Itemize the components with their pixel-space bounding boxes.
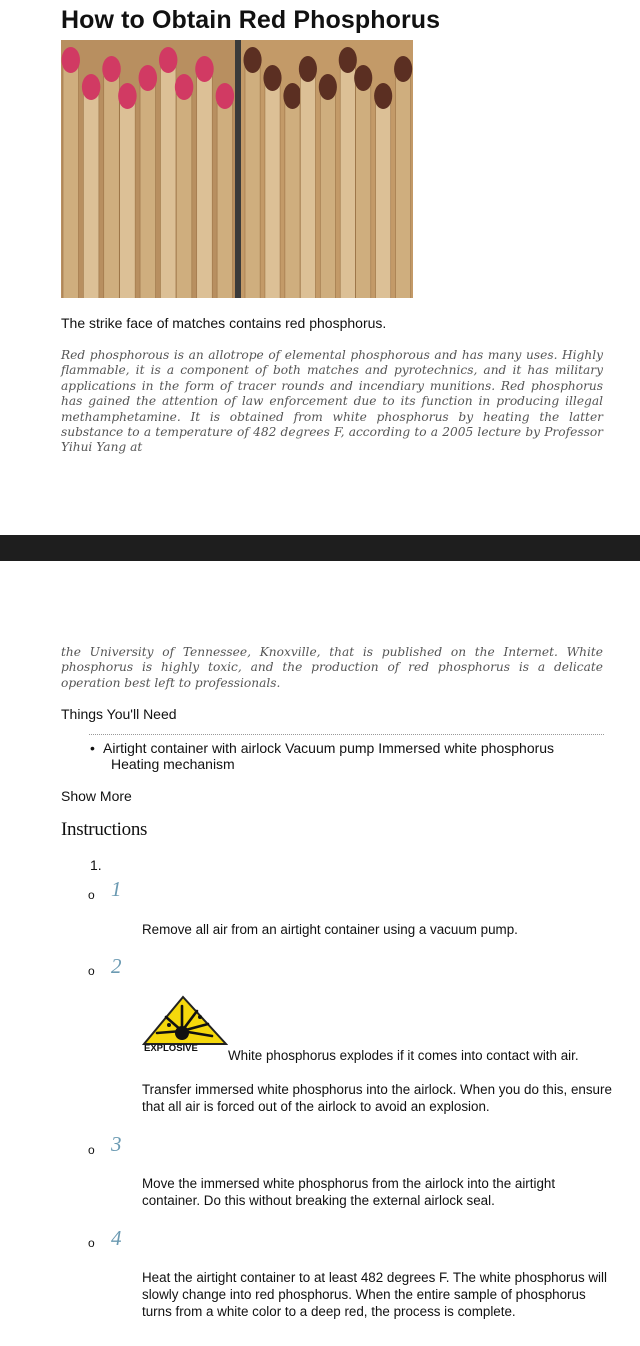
red-matches-half (61, 40, 237, 298)
things-needed-list-item (90, 740, 570, 772)
explosive-warning-icon (142, 995, 228, 1051)
step-bullet: o (88, 1236, 95, 1250)
step-bullet: o (88, 1143, 95, 1157)
step-1-text: Remove all air from an airtight container using a vacuum pump. (142, 922, 518, 937)
bullet: • (90, 740, 95, 756)
needs-line-2: Heating mechanism (111, 756, 235, 772)
intro-paragraph-part1: Red phosphorous is an allotrope of elemental phosphorous and has many uses. Highly flammable, it is a component of both matches and pyrotechnics, and it has military applications in the form of tracer rounds and incendiary munitions. Red phosphorus has gained the attention of law enforcement due to its function in producing illegal methamphetamine. It is obtained from white phosphorus by heating the latter substance to a temperature of 482 degrees F, according to a 2005 lecture by Professor Yihui Yang at (61, 348, 603, 455)
step-2-text: Transfer immersed white phosphorus into the airlock. When you do this, ensure that all air is forced out of the airlock to avoid an explosion. (142, 1082, 612, 1114)
step-number-2: 2 (111, 954, 122, 978)
burnt-matches-half (241, 40, 413, 298)
instructions-heading: Instructions (61, 819, 148, 840)
step-3-text: Move the immersed white phosphorus from the airlock into the airtight container. Do this without breaking the external airlock seal. (142, 1176, 556, 1208)
list-number: 1. (90, 857, 102, 873)
page-break-bar (0, 535, 640, 561)
things-you-need-label: Things You'll Need (61, 706, 177, 722)
page-title: How to Obtain Red Phosphorus (61, 6, 441, 34)
image-caption: The strike face of matches contains red phosphorus. (61, 315, 387, 331)
divider (89, 734, 604, 735)
step-bullet: o (88, 888, 95, 902)
explosive-label: EXPLOSIVE (144, 1043, 198, 1051)
photo-divider (235, 40, 241, 298)
warning-caption: White phosphorus explodes if it comes into contact with air. (228, 1048, 579, 1063)
step-number-1: 1 (111, 877, 122, 901)
step-number-3: 3 (111, 1132, 122, 1156)
needs-line-1: Airtight container with airlock Vacuum pump Immersed white phosphorus (103, 740, 555, 756)
step-number-4: 4 (111, 1226, 122, 1250)
matches-photo (61, 40, 413, 298)
show-more-link[interactable]: Show More (61, 788, 132, 804)
step-4-text: Heat the airtight container to at least 482 degrees F. The white phosphorus will slowly change into red phosphorus. When the entire sample of phosphorus turns from a white color to a deep red, the process is complete. (142, 1270, 607, 1319)
intro-paragraph-part2: the University of Tennessee, Knoxville, that is published on the Internet. White phosphorus is highly toxic, and the production of red phosphorus is a delicate operation best left to professionals. (61, 645, 603, 690)
step-bullet: o (88, 964, 95, 978)
